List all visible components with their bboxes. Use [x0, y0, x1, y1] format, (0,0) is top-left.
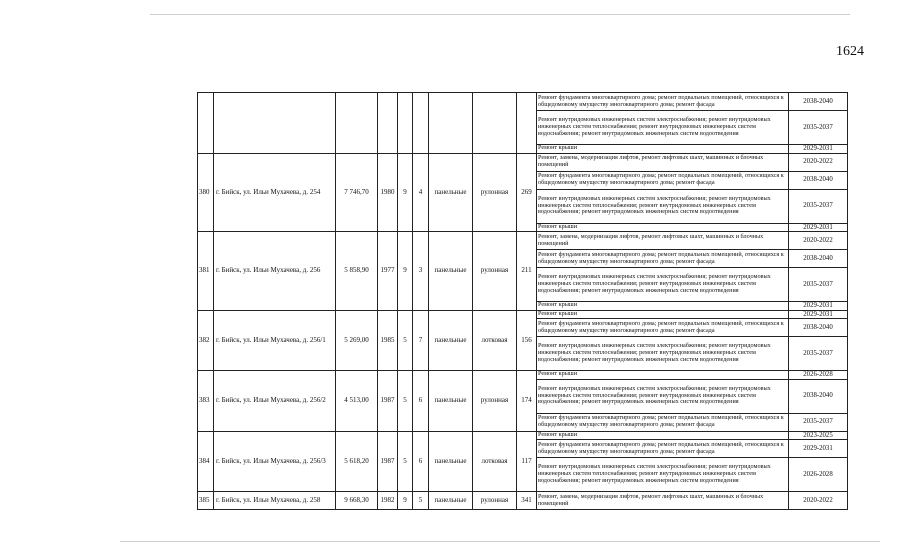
period-cell: 2029-2031: [789, 440, 848, 458]
table-row: [198, 492, 848, 510]
work-type-cell: Ремонт внутридомовых инженерных систем электроснабжения; ремонт внутридомовых инженерных систем теплоснабжения; ремонт внутридомовых инженерных систем водоснабжения; ремонт внутридомовых инженерных систем водоотведения: [537, 337, 789, 371]
scan-edge-bottom: [120, 541, 880, 542]
row-number: 382: [198, 310, 214, 371]
period-cell: 2038-2040: [789, 250, 848, 268]
entrances-cell: 4: [413, 153, 429, 232]
period-cell: 2026-2028: [789, 371, 848, 380]
work-type-cell: Ремонт фундамента многоквартирного дома; ремонт подвальных помещений, относящихся к общедомовому имуществу многоквартирного дома; ремонт фасада: [537, 413, 789, 431]
row-number: 381: [198, 232, 214, 311]
scan-edge-top: [150, 14, 850, 15]
year-cell: 1977: [378, 232, 398, 311]
wall-material-cell: панельные: [429, 492, 473, 510]
work-type-cell: Ремонт внутридомовых инженерных систем электроснабжения; ремонт внутридомовых инженерных систем теплоснабжения; ремонт внутридомовых инженерных систем водоснабжения; ремонт внутридомовых инженерных систем водоотведения: [537, 189, 789, 223]
period-cell: 2020-2022: [789, 232, 848, 250]
period-cell: 2035-2037: [789, 189, 848, 223]
wall-material-cell: [429, 93, 473, 154]
period-cell: 2038-2040: [789, 319, 848, 337]
work-type-cell: Ремонт фундамента многоквартирного дома; ремонт подвальных помещений, относящихся к общедомовому имуществу многоквартирного дома; ремонт фасада: [537, 171, 789, 189]
work-type-cell: Ремонт, замена, модернизация лифтов, ремонт лифтовых шахт, машинных и блочных помещений: [537, 153, 789, 171]
period-cell: 2038-2040: [789, 379, 848, 413]
address-cell: г. Бийск, ул. Ильи Мухачева, д. 256/1: [214, 310, 336, 371]
period-cell: 2026-2028: [789, 458, 848, 492]
work-type-cell: Ремонт фундамента многоквартирного дома; ремонт подвальных помещений, относящихся к общедомовому имуществу многоквартирного дома; ремонт фасада: [537, 319, 789, 337]
year-cell: 1982: [378, 492, 398, 510]
period-cell: 2023-2025: [789, 431, 848, 440]
address-cell: г. Бийск, ул. Ильи Мухачева, д. 256/2: [214, 371, 336, 432]
roof-type-cell: лотковая: [473, 431, 517, 492]
period-cell: 2035-2037: [789, 111, 848, 145]
entrances-cell: 7: [413, 310, 429, 371]
wall-material-cell: панельные: [429, 310, 473, 371]
floors-cell: 5: [398, 371, 413, 432]
period-cell: 2038-2040: [789, 93, 848, 111]
roof-type-cell: рулонная: [473, 232, 517, 311]
roof-type-cell: [473, 93, 517, 154]
floors-cell: [398, 93, 413, 154]
work-type-cell: Ремонт крыши: [537, 302, 789, 311]
wall-material-cell: панельные: [429, 232, 473, 311]
residents-cell: 211: [517, 232, 537, 311]
area-cell: 5 269,00: [336, 310, 378, 371]
table-body: [198, 93, 848, 510]
row-number: 385: [198, 492, 214, 510]
work-type-cell: Ремонт внутридомовых инженерных систем электроснабжения; ремонт внутридомовых инженерных систем теплоснабжения; ремонт внутридомовых инженерных систем водоснабжения; ремонт внутридомовых инженерных систем водоотведения: [537, 379, 789, 413]
address-cell: г. Бийск, ул. Ильи Мухачева, д. 256/3: [214, 431, 336, 492]
period-cell: 2035-2037: [789, 268, 848, 302]
wall-material-cell: панельные: [429, 431, 473, 492]
year-cell: [378, 93, 398, 154]
residents-cell: 341: [517, 492, 537, 510]
row-number: 383: [198, 371, 214, 432]
entrances-cell: 6: [413, 371, 429, 432]
work-type-cell: Ремонт крыши: [537, 310, 789, 319]
work-type-cell: Ремонт крыши: [537, 223, 789, 232]
row-number: 380: [198, 153, 214, 232]
work-type-cell: Ремонт внутридомовых инженерных систем электроснабжения; ремонт внутридомовых инженерных систем теплоснабжения; ремонт внутридомовых инженерных систем водоснабжения; ремонт внутридомовых инженерных систем водоотведения: [537, 111, 789, 145]
period-cell: 2029-2031: [789, 223, 848, 232]
work-type-cell: Ремонт фундамента многоквартирного дома; ремонт подвальных помещений, относящихся к общедомовому имуществу многоквартирного дома; ремонт фасада: [537, 440, 789, 458]
work-type-cell: Ремонт, замена, модернизация лифтов, ремонт лифтовых шахт, машинных и блочных помещений: [537, 492, 789, 510]
address-cell: г. Бийск, ул. Ильи Мухачева, д. 254: [214, 153, 336, 232]
area-cell: 4 513,00: [336, 371, 378, 432]
roof-type-cell: рулонная: [473, 153, 517, 232]
roof-type-cell: рулонная: [473, 492, 517, 510]
row-number: [198, 93, 214, 154]
period-cell: 2035-2037: [789, 413, 848, 431]
table-row: [198, 310, 848, 319]
address-cell: [214, 93, 336, 154]
floors-cell: 9: [398, 232, 413, 311]
floors-cell: 5: [398, 310, 413, 371]
entrances-cell: [413, 93, 429, 154]
work-type-cell: Ремонт, замена, модернизация лифтов, ремонт лифтовых шахт, машинных и блочных помещений: [537, 232, 789, 250]
year-cell: 1987: [378, 431, 398, 492]
table-row: [198, 371, 848, 380]
entrances-cell: 6: [413, 431, 429, 492]
work-type-cell: Ремонт крыши: [537, 371, 789, 380]
area-cell: 5 618,20: [336, 431, 378, 492]
floors-cell: 5: [398, 431, 413, 492]
work-type-cell: Ремонт фундамента многоквартирного дома; ремонт подвальных помещений, относящихся к общедомовому имуществу многоквартирного дома; ремонт фасада: [537, 93, 789, 111]
area-cell: [336, 93, 378, 154]
residents-cell: 156: [517, 310, 537, 371]
period-cell: 2020-2022: [789, 492, 848, 510]
wall-material-cell: панельные: [429, 371, 473, 432]
period-cell: 2029-2031: [789, 145, 848, 154]
work-type-cell: Ремонт внутридомовых инженерных систем электроснабжения; ремонт внутридомовых инженерных систем теплоснабжения; ремонт внутридомовых инженерных систем водоснабжения; ремонт внутридомовых инженерных систем водоотведения: [537, 268, 789, 302]
entrances-cell: 3: [413, 232, 429, 311]
wall-material-cell: панельные: [429, 153, 473, 232]
row-number: 384: [198, 431, 214, 492]
period-cell: 2029-2031: [789, 302, 848, 311]
entrances-cell: 5: [413, 492, 429, 510]
period-cell: 2020-2022: [789, 153, 848, 171]
residents-cell: 117: [517, 431, 537, 492]
area-cell: 7 746,70: [336, 153, 378, 232]
work-type-cell: Ремонт крыши: [537, 431, 789, 440]
page-number: 1624: [836, 44, 864, 59]
address-cell: г. Бийск, ул. Ильи Мухачева, д. 256: [214, 232, 336, 311]
roof-type-cell: лотковая: [473, 310, 517, 371]
period-cell: 2035-2037: [789, 337, 848, 371]
period-cell: 2029-2031: [789, 310, 848, 319]
roof-type-cell: рулонная: [473, 371, 517, 432]
work-type-cell: Ремонт внутридомовых инженерных систем электроснабжения; ремонт внутридомовых инженерных систем теплоснабжения; ремонт внутридомовых инженерных систем водоснабжения; ремонт внутридомовых инженерных систем водоотведения: [537, 458, 789, 492]
table-row: [198, 232, 848, 250]
year-cell: 1987: [378, 371, 398, 432]
floors-cell: 9: [398, 492, 413, 510]
period-cell: 2038-2040: [789, 171, 848, 189]
table-row: [198, 431, 848, 440]
area-cell: 9 668,30: [336, 492, 378, 510]
area-cell: 5 858,90: [336, 232, 378, 311]
address-cell: г. Бийск, ул. Ильи Мухачева, д. 258: [214, 492, 336, 510]
table-row: [198, 153, 848, 171]
year-cell: 1980: [378, 153, 398, 232]
year-cell: 1985: [378, 310, 398, 371]
work-type-cell: Ремонт крыши: [537, 145, 789, 154]
work-type-cell: Ремонт фундамента многоквартирного дома; ремонт подвальных помещений, относящихся к общедомовому имуществу многоквартирного дома; ремонт фасада: [537, 250, 789, 268]
residents-cell: 269: [517, 153, 537, 232]
residents-cell: [517, 93, 537, 154]
table-row: [198, 93, 848, 111]
floors-cell: 9: [398, 153, 413, 232]
repair-schedule-table: [197, 92, 848, 510]
residents-cell: 174: [517, 371, 537, 432]
